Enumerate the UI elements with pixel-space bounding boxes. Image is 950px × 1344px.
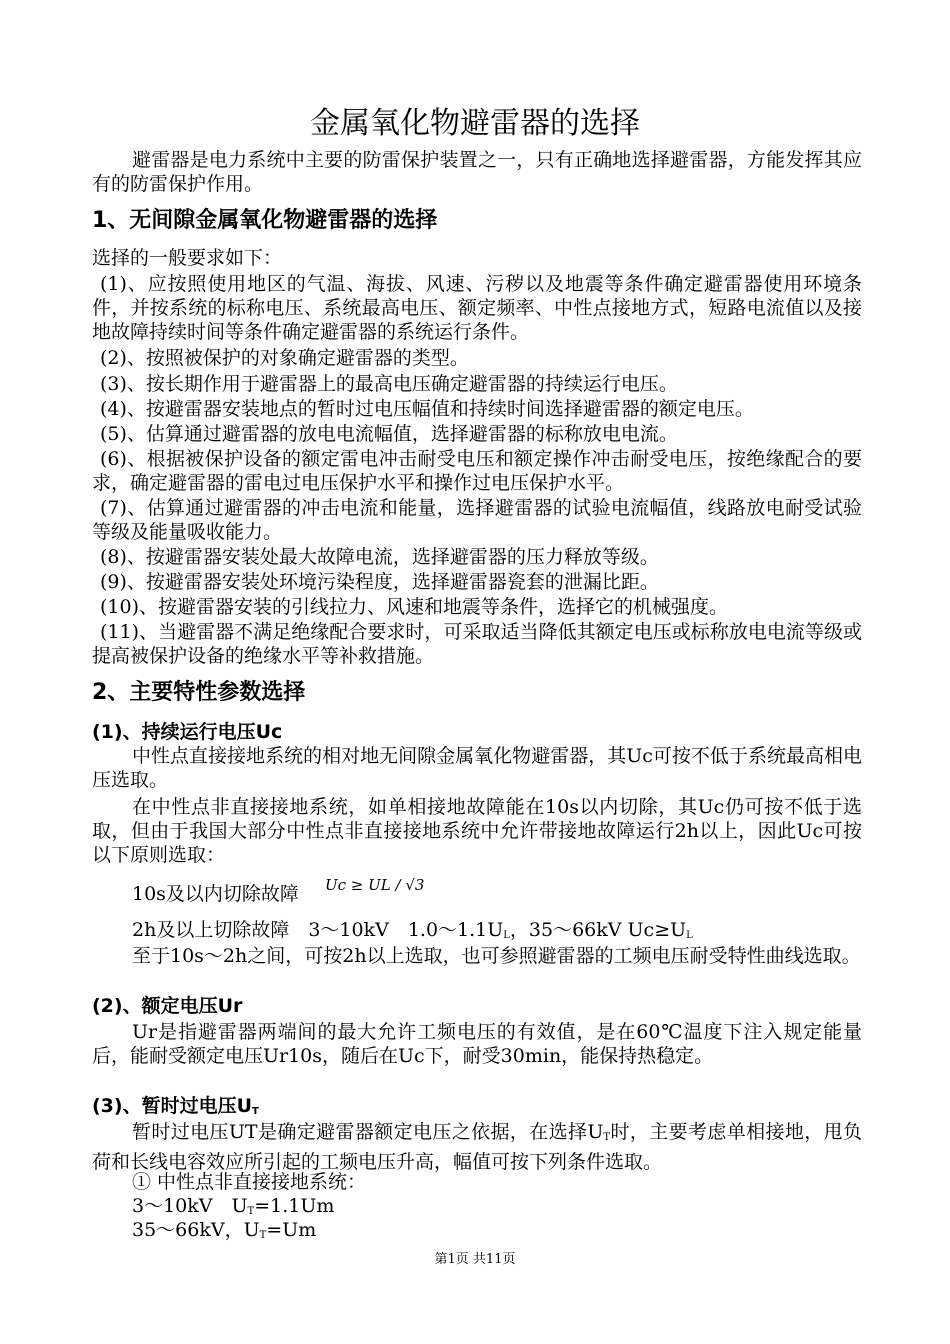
subscript-T: T (252, 1106, 259, 1117)
requirement-item-6: (6)、根据被保护设备的额定雷电冲击耐受电压和额定操作冲击耐受电压，按绝缘配合的要求，确定避雷器的雷电过电压保护水平和操作过电压保护水平。 (92, 448, 862, 494)
requirement-item-9: (9)、按避雷器安装处环境污染程度，选择避雷器瓷套的泄漏比距。 (100, 571, 659, 593)
uc-paragraph-2: 在中性点非直接接地系统，如单相接地故障能在10s以内切除，其Uc仍可按不低于选取，但由于我国大部分中性点非直接接地系统中允许带接地故障运行2h以上，因此Uc可按以下原则选取： (92, 796, 862, 866)
uc-formula: Uc ≥ UL / √3 (324, 876, 425, 894)
ut-paragraph-text-a: 暂时过电压UT是确定避雷器额定电压之依据，在选择U (132, 1121, 604, 1143)
ut-heading-text: (3)、暂时过电压U (92, 1095, 253, 1117)
page-footer: 第1页 共11页 (434, 1252, 516, 1267)
requirement-item-10: (10)、按避雷器安装的引线拉力、风速和地震等条件，选择它的机械强度。 (100, 596, 729, 618)
uc-paragraph-3: 至于10s～2h之间，可按2h以上选取，也可参照避雷器的工频电压耐受特性曲线选取。 (132, 945, 861, 967)
section-2-heading: 2、主要特性参数选择 (92, 680, 306, 705)
ut-condition-1: ① 中性点非直接接地系统： (132, 1171, 367, 1193)
uc-heading: (1)、持续运行电压Uc (92, 721, 283, 743)
uc-rule-2h-text-b: ，35～66kV Uc≥U (509, 919, 687, 941)
ur-heading: (2)、额定电压Ur (92, 995, 243, 1017)
page-title: 金属氧化物避雷器的选择 (310, 106, 640, 141)
intro-paragraph: 避雷器是电力系统中主要的防雷保护装置之一，只有正确地选择避雷器，方能发挥其应有的防雷保护作用。 (92, 149, 862, 195)
requirement-item-3: (3)、按长期作用于避雷器上的最高电压确定避雷器的持续运行电压。 (100, 373, 678, 395)
ut-condition-3 (132, 1218, 316, 1248)
requirement-item-11: (11)、当避雷器不满足绝缘配合要求时，可采取适当降低其额定电压或标称放电电流等级或提高被保护设备的绝缘水平等补救措施。 (92, 621, 862, 667)
uc-rule-2h-text-a: 2h及以上切除故障 3～10kV 1.0～1.1U (132, 919, 504, 941)
requirement-item-5: (5)、估算通过避雷器的放电电流幅值，选择避雷器的标称放电电流。 (100, 423, 678, 445)
subscript-T: T (603, 1132, 611, 1143)
uc-paragraph-1: 中性点直接接地系统的相对地无间隙金属氧化物避雷器，其Uc可按不低于系统最高相电压选取。 (92, 745, 862, 791)
requirement-item-2: (2)、按照被保护的对象确定避雷器的类型。 (100, 347, 469, 369)
ut-condition-3-a: 35～66kV，U (132, 1219, 260, 1241)
uc-rule-10s-label: 10s及以内切除故障 (132, 883, 299, 905)
ut-condition-2-a: 3～10kV U (132, 1195, 248, 1217)
requirement-item-7: (7)、估算通过避雷器的冲击电流和能量，选择避雷器的试验电流幅值，线路放电耐受试验等级及能量吸收能力。 (92, 497, 862, 543)
section-1-heading: 1、无间隙金属氧化物避雷器的选择 (92, 208, 438, 233)
ut-condition-3-b: =Um (266, 1219, 317, 1241)
ur-paragraph-1: Ur是指避雷器两端间的最大允许工频电压的有效值，是在60℃温度下注入规定能量后，能耐受额定电压Ur10s，随后在Uc下，耐受30min，能保持热稳定。 (92, 1021, 862, 1067)
ut-paragraph-1 (92, 1120, 862, 1174)
ut-paragraph-text-b: 时，主要考虑单相接地，甩负荷和长线电容效应所引起的工频电压升高，幅值可按下列条件选取。 (92, 1121, 862, 1173)
requirement-item-4: (4)、按避雷器安装地点的暂时过电压幅值和持续时间选择避雷器的额定电压。 (100, 398, 754, 420)
subscript-L: L (686, 930, 693, 941)
uc-rule-10s (132, 876, 425, 907)
subscript-L: L (503, 930, 510, 941)
ut-condition-2-b: =1.1Um (254, 1195, 335, 1217)
subscript-T: T (259, 1230, 267, 1241)
requirements-lead: 选择的一般要求如下： (92, 247, 283, 269)
requirement-item-1: (1)、应按照使用地区的气温、海拔、风速、污秽以及地震等条件确定避雷器使用环境条件，并按系统的标称电压、系统最高电压、额定频率、中性点接地方式，短路电流值以及接地故障持续时间等条件确定避雷器的系统运行条件。 (92, 273, 862, 343)
subscript-T: T (247, 1206, 255, 1217)
requirement-item-8: (8)、按避雷器安装处最大故障电流，选择避雷器的压力释放等级。 (100, 546, 659, 568)
